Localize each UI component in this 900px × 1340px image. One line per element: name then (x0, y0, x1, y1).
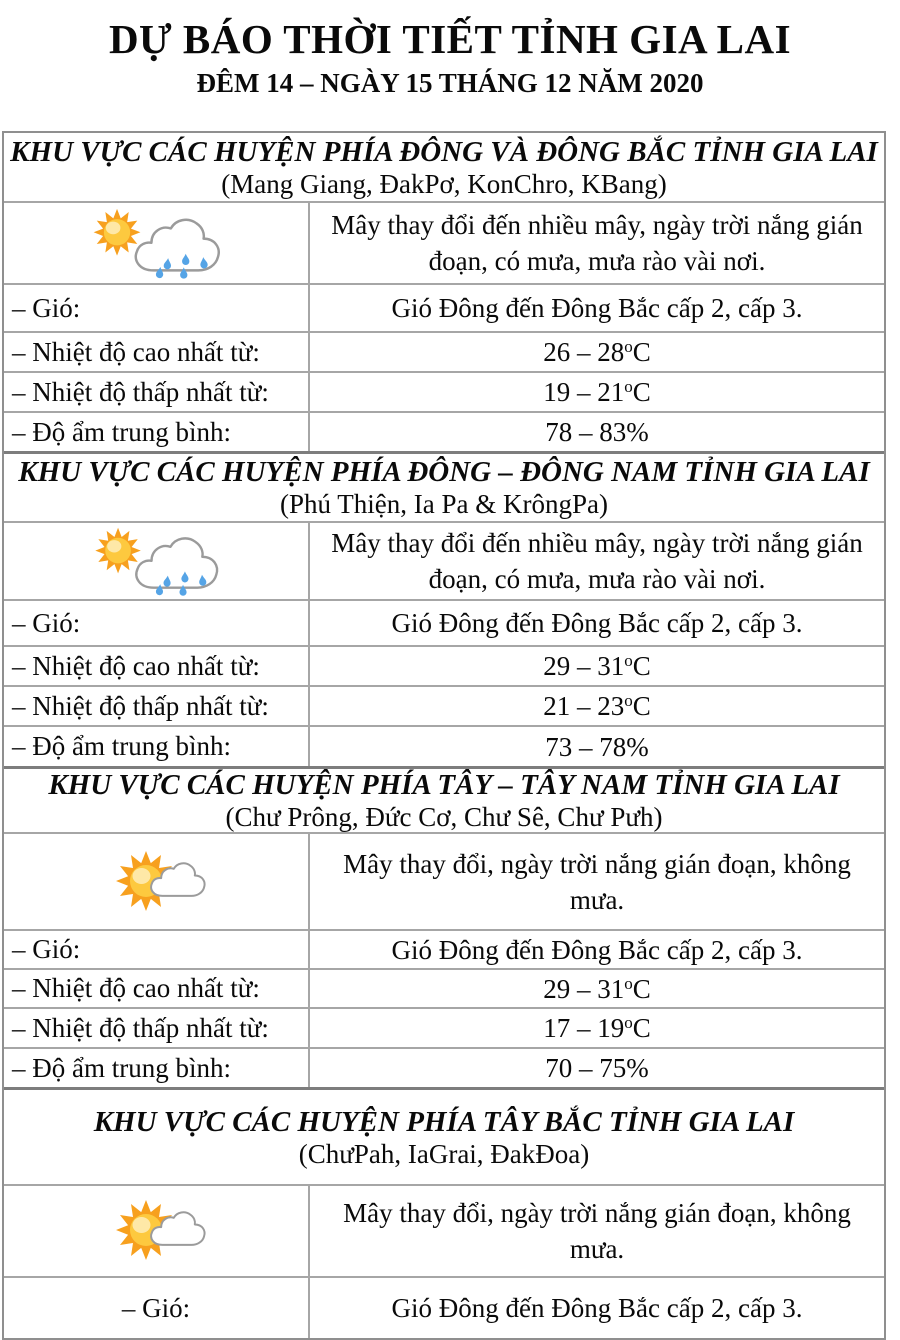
table-row (4, 1276, 884, 1338)
sun-cloud-rain-icon (76, 524, 236, 598)
weather-summary: Mây thay đổi đến nhiều mây, ngày trời nắng gián đoạn, có mưa, mưa rào vài nơi. (331, 528, 863, 594)
row-label: – Nhiệt độ cao nhất từ: (4, 333, 310, 371)
section-districts: (ChưPah, IaGrai, ĐakĐoa) (298, 1138, 590, 1169)
section-districts: (Chư Prông, Đức Cơ, Chư Sê, Chư Pưh) (225, 802, 663, 832)
weather-summary: Mây thay đổi, ngày trời nắng gián đoạn, không mưa. (343, 1198, 851, 1264)
row-value: 26 – 28$^o$C (543, 337, 651, 367)
row-value: 29 – 31$^o$C (543, 973, 651, 1004)
section-districts: (Mang Giang, ĐakPơ, KonChro, KBang) (221, 168, 667, 199)
page-subtitle: ĐÊM 14 – NGÀY 15 THÁNG 12 NĂM 2020 (196, 68, 704, 98)
section-header (4, 451, 884, 521)
row-label: – Độ ẩm trung bình: (4, 413, 310, 451)
row-value: Gió Đông đến Đông Bắc cấp 2, cấp 3. (391, 1293, 803, 1323)
degree-sup: o (624, 973, 633, 993)
row-value: Gió Đông đến Đông Bắc cấp 2, cấp 3. (391, 934, 803, 965)
weather-icon-cell (4, 523, 310, 599)
row-label: – Nhiệt độ thấp nhất từ: (4, 1009, 310, 1047)
section-header (4, 1087, 884, 1184)
degree-sup: o (624, 377, 633, 396)
table-row (4, 599, 884, 645)
weather-summary: Mây thay đổi đến nhiều mây, ngày trời nắng gián đoạn, có mưa, mưa rào vài nơi. (331, 210, 863, 276)
row-value: Gió Đông đến Đông Bắc cấp 2, cấp 3. (391, 608, 803, 638)
weather-summary-row (4, 832, 884, 929)
row-value: 29 – 31$^o$C (543, 651, 651, 681)
row-label: – Nhiệt độ cao nhất từ: (4, 647, 310, 685)
row-label: – Độ ẩm trung bình: (4, 727, 310, 766)
section-header (4, 133, 884, 201)
row-value: Gió Đông đến Đông Bắc cấp 2, cấp 3. (391, 293, 803, 323)
table-row (4, 1047, 884, 1087)
section-title: KHU VỰC CÁC HUYỆN PHÍA TÂY – TÂY NAM TỈNH GIA LAI (48, 769, 840, 801)
table-row (4, 968, 884, 1007)
page-title: DỰ BÁO THỜI TIẾT TỈNH GIA LAI (108, 16, 792, 62)
table-row (4, 1007, 884, 1047)
table-row (4, 331, 884, 371)
degree-sup: o (624, 337, 633, 356)
row-label: – Gió: (4, 931, 310, 968)
row-label: – Nhiệt độ cao nhất từ: (4, 970, 310, 1007)
weather-summary-row (4, 1184, 884, 1276)
row-value: 19 – 21$^o$C (543, 377, 651, 407)
section-title: KHU VỰC CÁC HUYỆN PHÍA ĐÔNG – ĐÔNG NAM TỈNH GIA LAI (18, 456, 870, 488)
sun-cloud-icon (104, 841, 208, 923)
row-label: – Độ ẩm trung bình: (4, 1049, 310, 1087)
table-row (4, 283, 884, 331)
sun-cloud-icon (104, 1190, 208, 1272)
row-label: – Gió: (4, 1278, 310, 1338)
section-districts: (Phú Thiện, Ia Pa & KrôngPa) (280, 489, 608, 519)
table-row (4, 411, 884, 451)
forecast-table (2, 131, 886, 1340)
weather-icon-cell (4, 203, 310, 283)
weather-icon-cell (4, 834, 310, 929)
table-row (4, 371, 884, 411)
row-value: 73 – 78% (545, 731, 649, 762)
row-label: – Nhiệt độ thấp nhất từ: (4, 687, 310, 725)
table-row (4, 929, 884, 968)
row-value: 78 – 83% (545, 417, 649, 447)
degree-sup: o (624, 651, 633, 670)
row-value: 17 – 19$^o$C (543, 1013, 651, 1043)
weather-summary-row (4, 521, 884, 599)
weather-summary-row (4, 201, 884, 283)
table-row (4, 725, 884, 766)
table-row (4, 645, 884, 685)
section-header (4, 766, 884, 832)
section-title: KHU VỰC CÁC HUYỆN PHÍA ĐÔNG VÀ ĐÔNG BẮC TỈNH GIA LAI (10, 135, 878, 168)
sun-cloud-rain-icon (76, 205, 236, 281)
weather-icon-cell (4, 1186, 310, 1276)
masthead (0, 14, 900, 100)
row-label: – Gió: (4, 601, 310, 645)
degree-sup: o (624, 691, 633, 710)
row-value: 21 – 23$^o$C (543, 691, 651, 721)
table-row (4, 685, 884, 725)
degree-sup: o (624, 1013, 633, 1032)
section-title: KHU VỰC CÁC HUYỆN PHÍA TÂY BẮC TỈNH GIA LAI (93, 1105, 795, 1138)
row-label: – Nhiệt độ thấp nhất từ: (4, 373, 310, 411)
row-label: – Gió: (4, 285, 310, 331)
weather-summary: Mây thay đổi, ngày trời nắng gián đoạn, không mưa. (343, 848, 851, 915)
row-value: 70 – 75% (545, 1053, 649, 1083)
